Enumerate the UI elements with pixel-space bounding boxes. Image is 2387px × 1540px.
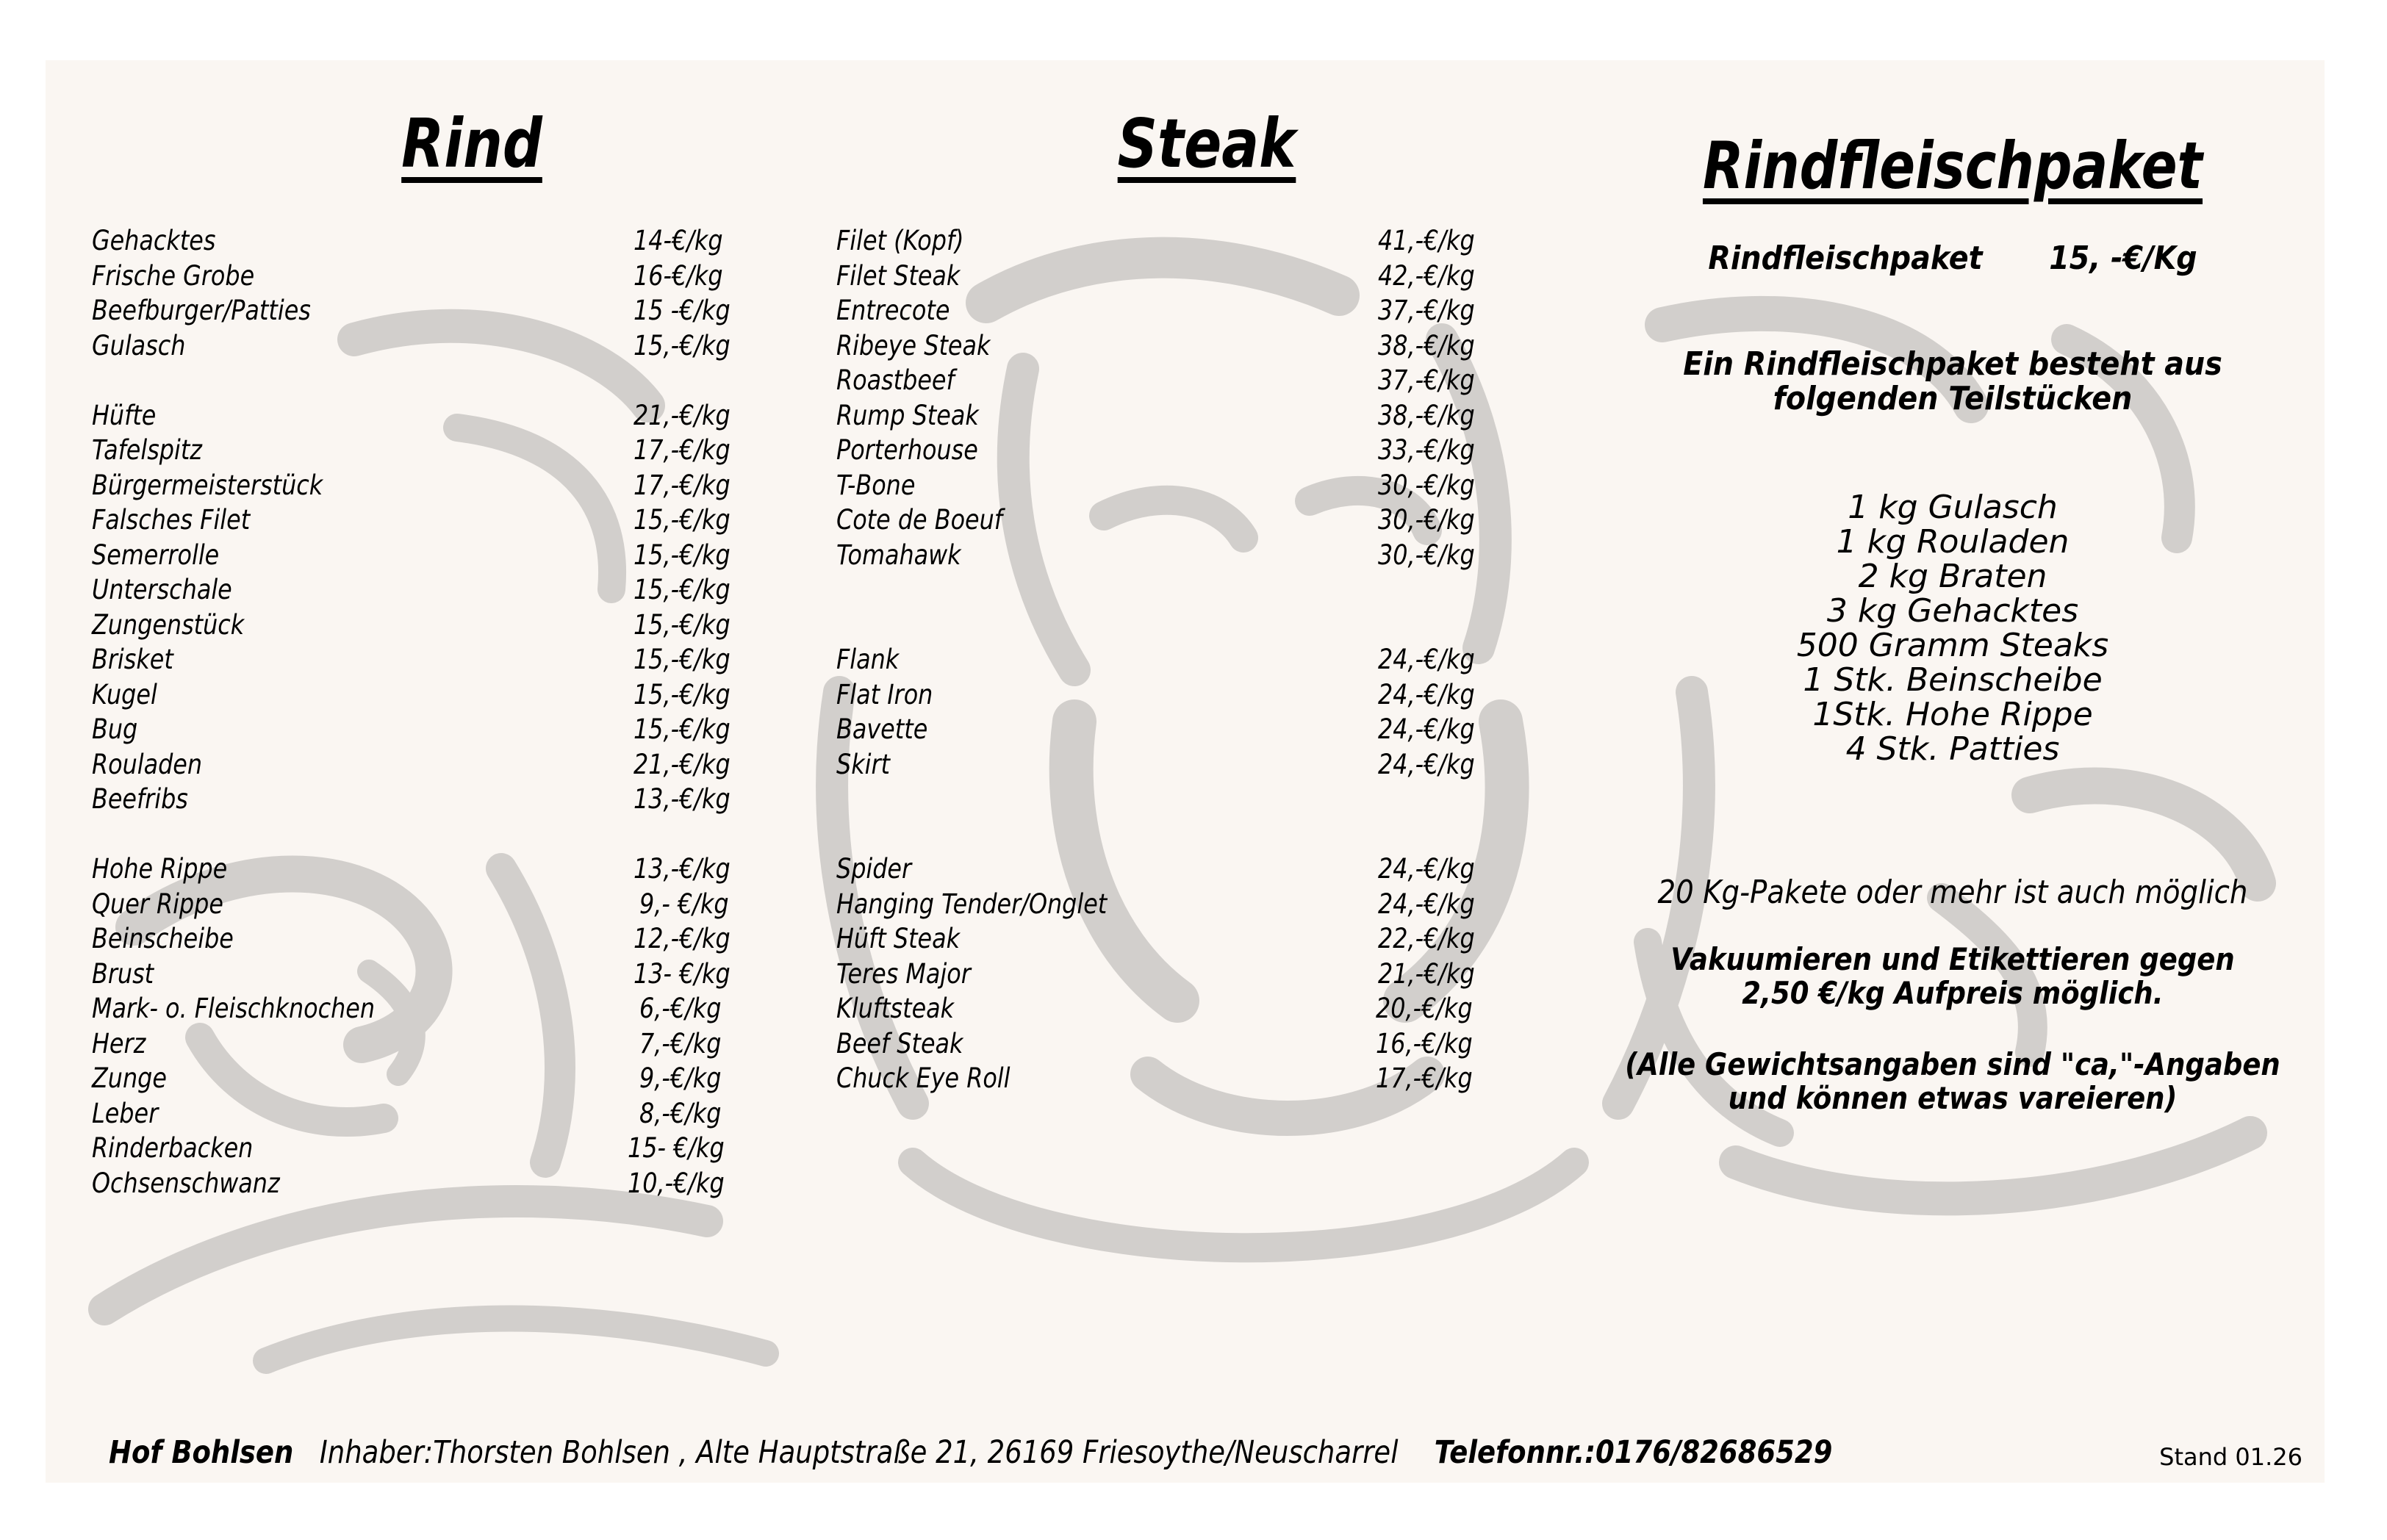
item-price: 6,-€/kg bbox=[639, 993, 722, 1024]
list-item bbox=[836, 1026, 963, 1061]
item-name: Brisket bbox=[92, 644, 173, 675]
paket-intro-line-1: Ein Rindfleischpaket besteht aus bbox=[1683, 345, 2222, 383]
item-name: Teres Major bbox=[836, 958, 971, 990]
item-name: Chuck Eye Roll bbox=[836, 1062, 1011, 1094]
item-name: Filet Steak bbox=[836, 260, 961, 292]
list-item bbox=[836, 1061, 1010, 1095]
owner-address: Inhaber:Thorsten Bohlsen , Alte Hauptstraße 21, 26169 Friesoythe/Neuscharrel bbox=[319, 1434, 1399, 1471]
list-item bbox=[92, 852, 227, 886]
item-price: 17,-€/kg bbox=[633, 469, 731, 501]
item-name: Hohe Rippe bbox=[92, 853, 228, 885]
item-name: Ochsenschwanz bbox=[92, 1167, 280, 1199]
paket-large-order-note: 20 Kg-Pakete oder mehr ist auch möglich bbox=[1657, 874, 2248, 911]
item-name: Tafelspitz bbox=[92, 434, 203, 466]
item-price: 42,-€/kg bbox=[1378, 260, 1475, 292]
list-item bbox=[92, 957, 154, 991]
list-item bbox=[92, 538, 219, 572]
list-item bbox=[836, 538, 961, 572]
item-name: Rump Steak bbox=[836, 400, 979, 431]
item-price: 24,-€/kg bbox=[1378, 888, 1475, 920]
item-name: Leber bbox=[92, 1098, 159, 1129]
item-name: Hüfte bbox=[92, 400, 157, 431]
item-name: Filet (Kopf) bbox=[836, 225, 964, 256]
item-name: Tomahawk bbox=[836, 539, 961, 571]
item-name: Hanging Tender/Onglet bbox=[836, 888, 1108, 920]
item-name: Roastbeef bbox=[836, 364, 955, 396]
item-price: 12,-€/kg bbox=[633, 923, 731, 954]
item-price: 30,-€/kg bbox=[1378, 539, 1475, 571]
list-item bbox=[92, 259, 254, 293]
list-item bbox=[92, 503, 250, 537]
item-price: 21,-€/kg bbox=[633, 749, 731, 780]
item-price: 7,-€/kg bbox=[639, 1028, 722, 1059]
list-item bbox=[836, 921, 960, 956]
list-item bbox=[92, 782, 188, 816]
item-name: Kluftsteak bbox=[836, 993, 955, 1024]
weights-note-line-1: (Alle Gewichtsangaben sind "ca,"-Angaben bbox=[1625, 1046, 2280, 1082]
list-item bbox=[92, 398, 156, 433]
item-name: Bavette bbox=[836, 713, 928, 745]
list-item bbox=[836, 957, 971, 991]
item-price: 13,-€/kg bbox=[633, 853, 731, 885]
item-name: Kugel bbox=[92, 679, 157, 710]
item-price: 16-€/kg bbox=[633, 260, 723, 292]
item-name: Brust bbox=[92, 958, 154, 990]
list-item bbox=[92, 223, 215, 258]
item-price: 38,-€/kg bbox=[1378, 330, 1475, 361]
list-item bbox=[92, 1096, 158, 1131]
list-item bbox=[836, 223, 964, 258]
paket-price-label: Rindfleischpaket bbox=[1708, 240, 1983, 277]
paket-content-item: 2 kg Braten bbox=[1858, 558, 2047, 595]
footer-contact bbox=[109, 1434, 1832, 1471]
item-name: Herz bbox=[92, 1028, 146, 1059]
item-price: 22,-€/kg bbox=[1378, 923, 1475, 954]
item-price: 15,-€/kg bbox=[633, 330, 731, 361]
paket-content-item: 4 Stk. Patties bbox=[1845, 730, 2060, 768]
list-item bbox=[836, 398, 979, 433]
item-price: 8,-€/kg bbox=[639, 1098, 722, 1129]
list-item bbox=[92, 468, 323, 503]
list-item bbox=[92, 677, 157, 712]
item-name: Falsches Filet bbox=[92, 504, 251, 536]
item-price: 24,-€/kg bbox=[1378, 644, 1475, 675]
item-price: 15,-€/kg bbox=[633, 644, 731, 675]
item-name: Zungenstück bbox=[92, 609, 245, 641]
item-price: 15,-€/kg bbox=[633, 574, 731, 605]
item-name: Hüft Steak bbox=[836, 923, 961, 954]
list-item bbox=[92, 747, 202, 782]
list-item bbox=[836, 328, 990, 363]
item-price: 24,-€/kg bbox=[1378, 713, 1475, 745]
item-price: 15,-€/kg bbox=[633, 504, 731, 536]
item-price: 15,-€/kg bbox=[633, 713, 731, 745]
item-price: 16,-€/kg bbox=[1376, 1028, 1473, 1059]
stand-date: Stand 01.26 bbox=[2159, 1443, 2302, 1471]
item-name: Gehacktes bbox=[92, 225, 216, 256]
item-price: 38,-€/kg bbox=[1378, 400, 1475, 431]
item-price: 13,-€/kg bbox=[633, 783, 731, 815]
paket-price-value: 15, -€/Kg bbox=[2049, 240, 2197, 277]
list-item bbox=[92, 712, 137, 746]
item-name: Spider bbox=[836, 853, 912, 885]
paket-heading: Rindfleischpaket bbox=[1702, 128, 2203, 204]
item-name: Rinderbacken bbox=[92, 1132, 254, 1164]
paket-content-item: 1 kg Rouladen bbox=[1836, 523, 2070, 561]
item-price: 15 -€/kg bbox=[633, 295, 731, 326]
list-item bbox=[836, 712, 927, 746]
steak-heading: Steak bbox=[1117, 104, 1296, 183]
vacuum-note-line-1: Vakuumieren und Etikettieren gegen bbox=[1670, 941, 2235, 977]
paket-content-item: 1 Stk. Beinscheibe bbox=[1803, 661, 2103, 699]
item-price: 9,- €/kg bbox=[639, 888, 729, 920]
item-price: 15,-€/kg bbox=[633, 539, 731, 571]
list-item bbox=[92, 991, 375, 1026]
list-item bbox=[836, 468, 915, 503]
list-item bbox=[836, 747, 890, 782]
list-item bbox=[92, 642, 173, 677]
item-name: Bug bbox=[92, 713, 138, 745]
farm-name: Hof Bohlsen bbox=[109, 1434, 294, 1471]
paket-content-item: 1 kg Gulasch bbox=[1848, 489, 2058, 526]
item-name: Quer Rippe bbox=[92, 888, 223, 920]
list-item bbox=[836, 503, 1002, 537]
list-item bbox=[836, 852, 911, 886]
item-price: 20,-€/kg bbox=[1376, 993, 1473, 1024]
list-item bbox=[836, 887, 1107, 921]
item-price: 33,-€/kg bbox=[1378, 434, 1475, 466]
item-name: Mark- o. Fleischknochen bbox=[92, 993, 376, 1024]
paket-content-item: 1Stk. Hohe Rippe bbox=[1812, 696, 2093, 733]
list-item bbox=[836, 259, 960, 293]
item-name: Rouladen bbox=[92, 749, 203, 780]
item-price: 17,-€/kg bbox=[1376, 1062, 1473, 1094]
item-price: 21,-€/kg bbox=[633, 400, 731, 431]
item-name: T-Bone bbox=[836, 469, 916, 501]
item-name: Zunge bbox=[92, 1062, 167, 1094]
phone-number: Telefonnr.:0176/82686529 bbox=[1434, 1434, 1833, 1471]
paket-content-item: 500 Gramm Steaks bbox=[1796, 627, 2109, 664]
list-item bbox=[836, 293, 950, 328]
paket-price-line bbox=[1612, 240, 2294, 277]
list-item bbox=[836, 433, 978, 467]
list-item bbox=[836, 677, 933, 712]
list-item bbox=[836, 642, 899, 677]
list-item bbox=[92, 1166, 280, 1201]
item-price: 21,-€/kg bbox=[1378, 958, 1475, 990]
item-name: Semerrolle bbox=[92, 539, 220, 571]
list-item bbox=[92, 433, 202, 467]
item-name: Unterschale bbox=[92, 574, 232, 605]
vacuum-note-line-2: 2,50 €/kg Aufpreis möglich. bbox=[1742, 975, 2164, 1011]
weights-note-line-2: und können etwas vareieren) bbox=[1728, 1080, 2178, 1116]
item-price: 15- €/kg bbox=[628, 1132, 725, 1164]
item-name: Porterhouse bbox=[836, 434, 978, 466]
item-name: Beef Steak bbox=[836, 1028, 963, 1059]
item-price: 41,-€/kg bbox=[1378, 225, 1475, 256]
item-name: Frische Grobe bbox=[92, 260, 255, 292]
item-price: 37,-€/kg bbox=[1378, 364, 1475, 396]
list-item bbox=[92, 921, 234, 956]
item-name: Gulasch bbox=[92, 330, 186, 361]
item-price: 17,-€/kg bbox=[633, 434, 731, 466]
item-price: 15,-€/kg bbox=[633, 679, 731, 710]
list-item bbox=[92, 328, 185, 363]
item-price: 30,-€/kg bbox=[1378, 469, 1475, 501]
item-price: 15,-€/kg bbox=[633, 609, 731, 641]
item-name: Beefburger/Patties bbox=[92, 295, 311, 326]
item-name: Flat Iron bbox=[836, 679, 933, 710]
list-item bbox=[92, 887, 223, 921]
list-item bbox=[836, 991, 954, 1026]
item-price: 10,-€/kg bbox=[628, 1167, 725, 1199]
list-item bbox=[92, 293, 311, 328]
paket-intro-line-2: folgenden Teilstücken bbox=[1773, 380, 2133, 417]
list-item bbox=[836, 363, 955, 397]
item-name: Ribeye Steak bbox=[836, 330, 991, 361]
paket-content-item: 3 kg Gehacktes bbox=[1826, 592, 2079, 630]
paket-contents-list bbox=[1574, 490, 2325, 766]
list-item bbox=[92, 1061, 167, 1095]
item-name: Beefribs bbox=[92, 783, 188, 815]
list-item bbox=[92, 1131, 253, 1165]
item-price: 14-€/kg bbox=[633, 225, 723, 256]
item-price: 13- €/kg bbox=[633, 958, 731, 990]
item-price: 30,-€/kg bbox=[1378, 504, 1475, 536]
item-price: 24,-€/kg bbox=[1378, 853, 1475, 885]
item-price: 24,-€/kg bbox=[1378, 749, 1475, 780]
list-item bbox=[92, 572, 232, 607]
item-name: Skirt bbox=[836, 749, 891, 780]
item-price: 24,-€/kg bbox=[1378, 679, 1475, 710]
item-name: Beinscheibe bbox=[92, 923, 234, 954]
item-price: 9,-€/kg bbox=[639, 1062, 722, 1094]
price-list-sheet bbox=[46, 60, 2325, 1483]
item-name: Flank bbox=[836, 644, 900, 675]
item-name: Entrecote bbox=[836, 295, 950, 326]
item-name: Bürgermeisterstück bbox=[92, 469, 323, 501]
list-item bbox=[92, 1026, 146, 1061]
item-price: 37,-€/kg bbox=[1378, 295, 1475, 326]
list-item bbox=[92, 608, 244, 642]
rind-heading: Rind bbox=[401, 104, 542, 183]
item-name: Cote de Boeuf bbox=[836, 504, 1002, 536]
